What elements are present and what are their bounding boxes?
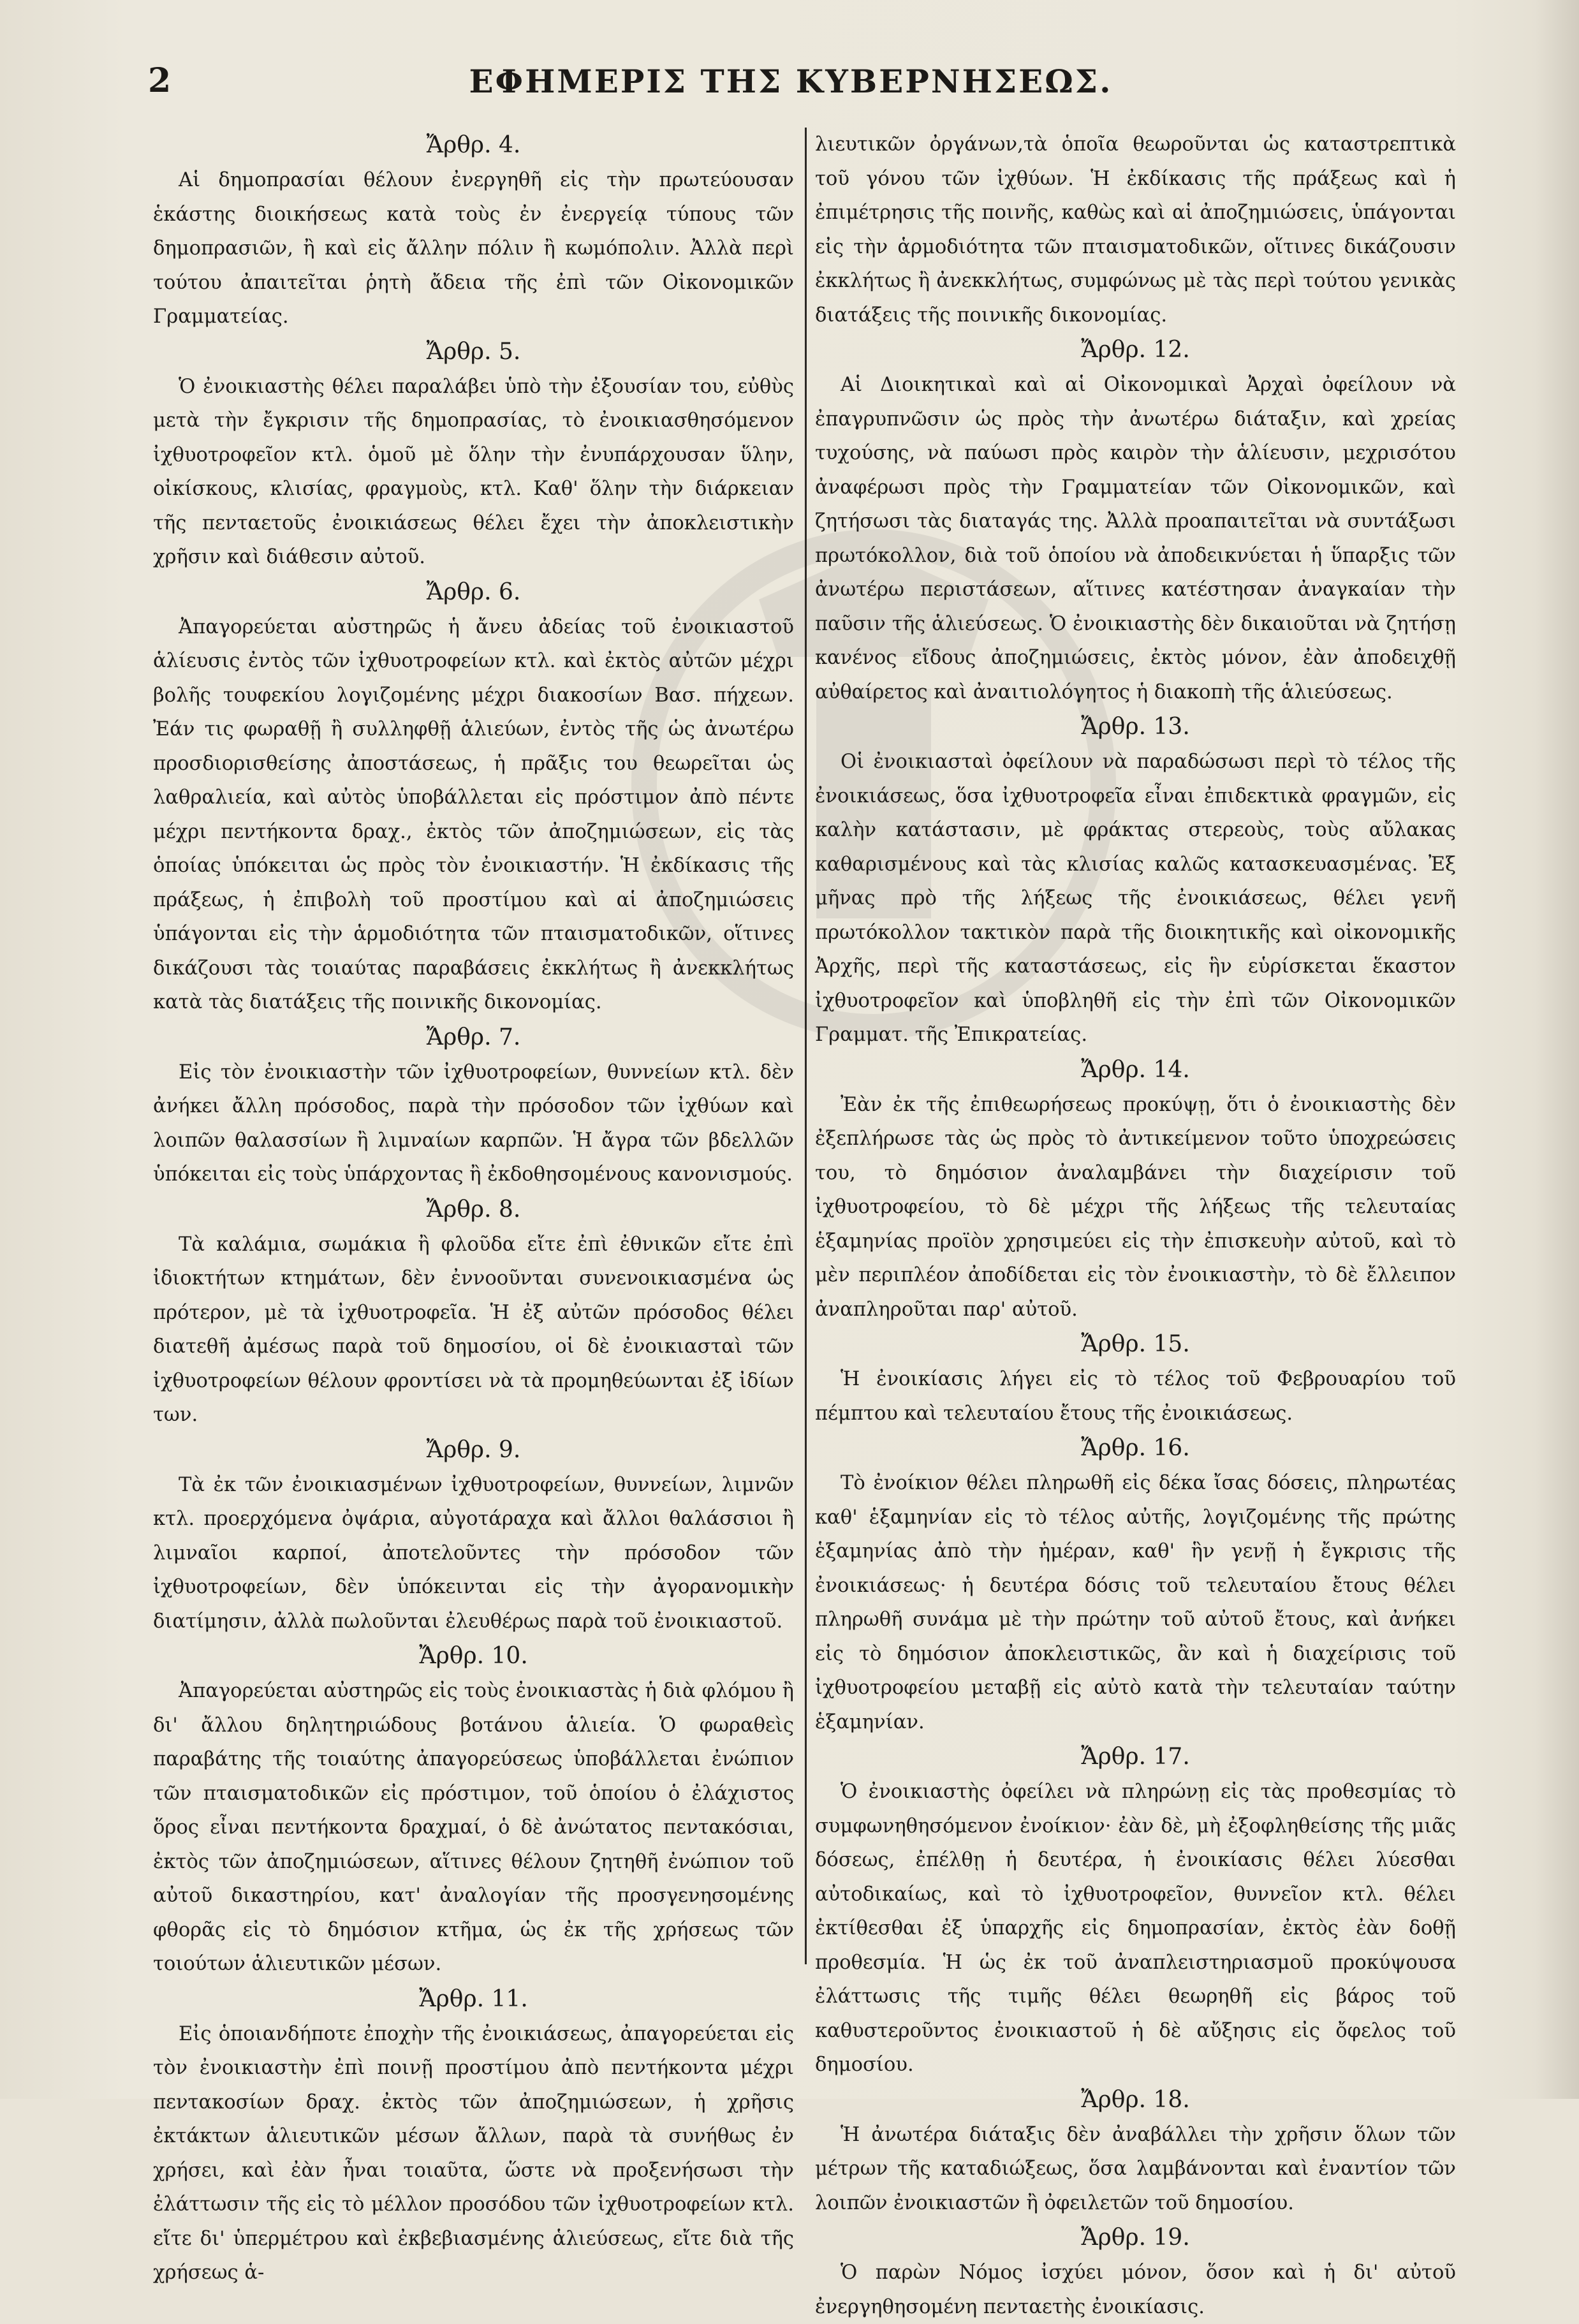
article-heading: Ἄρθρ. 18. — [1081, 2086, 1190, 2113]
article-text: Εἰς τὸν ἐνοικιαστὴν τῶν ἰχθυοτροφείων, θυννείων κτλ. δὲν ἀνήκει ἄλλη πρόσοδος, παρὰ τὴν πρόσοδον τῶν ἰχθύων καὶ λοιπῶν θαλασσίων ἢ λιμναίων καρπῶν. Ἡ ἄγρα τῶν βδελλῶν ὑπόκειται εἰς τοὺς ὑπάρχοντας ἢ ἐκδοθησομένους κανονισμούς. — [153, 1061, 794, 1186]
article-heading: Ἄρθρ. 13. — [1081, 714, 1190, 740]
article-heading: Ἄρθρ. 11. — [419, 1985, 528, 2012]
article-heading: Ἄρθρ. 7. — [426, 1024, 521, 1050]
article-7 — [153, 1020, 794, 1192]
left-column — [153, 128, 794, 2284]
page-header — [140, 56, 1441, 107]
article-17 — [815, 1739, 1456, 2082]
article-19 — [815, 2220, 1456, 2324]
column-divider — [805, 128, 807, 1964]
journal-title: ΕΦΗΜΕΡΙΣ ΤΗΣ ΚΥΒΕΡΝΗΣΕΩΣ. — [469, 63, 1113, 100]
article-heading: Ἄρθρ. 4. — [426, 132, 521, 158]
article-heading: Ἄρθρ. 17. — [1081, 1744, 1190, 1770]
page-number: 2 — [148, 61, 172, 100]
article-text: Αἱ δημοπρασίαι θέλουν ἐνεργηθῆ εἰς τὴν πρωτεύουσαν ἑκάστης διοικήσεως κατὰ τοὺς ἐν ἐνεργείᾳ τύπους τῶν δημοπρασιῶν, ἢ καὶ εἰς ἄλλην πόλιν ἢ κωμόπολιν. Ἀλλὰ περὶ τούτου ἀπαιτεῖται ῥητὴ ἄδεια τῆς ἐπὶ τῶν Οἰκονομικῶν Γραμματείας. — [153, 169, 794, 328]
article-13 — [815, 709, 1456, 1052]
article-18 — [815, 2082, 1456, 2221]
article-10 — [153, 1638, 794, 1982]
article-text: Ὁ ἐνοικιαστὴς ὀφείλει νὰ πληρώνῃ εἰς τὰς προθεσμίας τὸ συμφωνηθησόμενον ἐνοίκιον· ἐὰν δὲ, μὴ ἐξοφληθείσης τῆς μιᾶς δόσεως, ἐπέλθῃ ἡ δευτέρα, ἡ ἐνοικίασις θέλει λύεσθαι αὐτοδικαίως, καὶ τὸ ἰχθυοτροφεῖον, θυννεῖον κτλ. θέλει ἐκτίθεσθαι ἐξ ὑπαρχῆς εἰς δημοπρασίαν, ἐκτὸς ἐὰν δοθῇ προθεσμία. Ἡ ὡς ἐκ τοῦ ἀναπλειστηριασμοῦ προκύψουσα ἐλάττωσις τῆς τιμῆς θέλει θεωρηθῆ εἰς βάρος τοῦ καθυστεροῦντος ἐνοικιαστοῦ ἡ δὲ αὔξησις εἰς ὄφελος τοῦ δημοσίου. — [815, 1781, 1456, 2076]
article-heading: Ἄρθρ. 15. — [1081, 1331, 1190, 1357]
article-5 — [153, 334, 794, 575]
article-text: Ἡ ἀνωτέρα διάταξις δὲν ἀναβάλλει τὴν χρῆσιν ὅλων τῶν μέτρων τῆς καταδιώξεως, ὅσα λαμβάνονται καὶ ἐναντίον τῶν λοιπῶν ἐνοικιαστῶν ἢ ὀφειλετῶν τοῦ δημοσίου. — [815, 2123, 1456, 2214]
article-heading: Ἄρθρ. 10. — [419, 1643, 528, 1669]
article-text: Ἀπαγορεύεται αὐστηρῶς ἡ ἄνευ ἀδείας τοῦ ἐνοικιαστοῦ ἁλίευσις ἐντὸς τῶν ἰχθυοτροφείων κτλ. καὶ ἐκτὸς αὐτῶν μέχρι βολῆς τουφεκίου λογιζομένης μέχρι διακοσίων Βασ. πήχεων. Ἐάν τις φωραθῇ ἢ συλληφθῇ ἁλιεύων, ἐντὸς τῆς ὡς ἀνωτέρω προσδιορισθείσης ἀποστάσεως, ἡ πρᾶξις του θεωρεῖται ὡς λαθραλιεία, καὶ αὐτὸς ὑποβάλλεται εἰς πρόστιμον ἀπὸ πέντε μέχρι πεντήκοντα δραχ., ἐκτὸς τῶν ἀποζημιώσεων, εἰς τὰς ὁποίας ὑπόκειται ὡς πρὸς τὸν ἐνοικιαστήν. Ἡ ἐκδίκασις τῆς πράξεως, ἡ ἐπιβολὴ τοῦ προστίμου καὶ αἱ ἀποζημιώσεις ὑπάγονται εἰς τὴν ἁρμοδιότητα τῶν πταισματοδικῶν, οἵτινες δικάζουσι τὰς τοιαύτας παραβάσεις ἐκκλήτως ἢ ἀνεκκλήτως κατὰ τὰς διατάξεις τῆς ποινικῆς δικονομίας. — [153, 615, 794, 1013]
article-text: Ἐὰν ἐκ τῆς ἐπιθεωρήσεως προκύψῃ, ὅτι ὁ ἐνοικιαστὴς δὲν ἐξεπλήρωσε τὰς ὡς πρὸς τὸ ἀντικείμενον τοῦτο ὑποχρεώσεις του, τὸ δημόσιον ἀναλαμβάνει τὴν διαχείρισιν τοῦ ἰχθυοτροφείου, τὸ δὲ μέχρι τῆς λήξεως τῆς τελευταίας ἑξαμηνίας προϊὸν χρησιμεύει εἰς τὴν ἐπισκευὴν αὐτοῦ, καὶ τὸ μὲν περιπλέον ἀποδίδεται εἰς τὸν ἐνοικιαστὴν, τὸ δὲ ἔλλειπον ἀναπληροῦται παρ' αὐτοῦ. — [815, 1093, 1456, 1321]
article-heading: Ἄρθρ. 9. — [426, 1436, 521, 1463]
article-heading: Ἄρθρ. 19. — [1081, 2225, 1190, 2251]
article-text: Τὰ καλάμια, σωμάκια ἢ φλοῦδα εἴτε ἐπὶ ἐθνικῶν εἴτε ἐπὶ ἰδιοκτήτων κτημάτων, δὲν ἐννοοῦνται συνενοικιασμένα ὡς πρότερον, μὲ τὰ ἰχθυοτροφεῖα. Ἡ ἐξ αὐτῶν πρόσοδος θέλει διατεθῆ ἀμέσως παρὰ τοῦ δημοσίου, οἱ δὲ ἐνοικιασταὶ τῶν ἰχθυοτροφείων θέλουν φροντίσει νὰ τὰ προμηθεύωνται ἐξ ἰδίων των. — [153, 1233, 794, 1426]
article-heading: Ἄρθρ. 14. — [1081, 1056, 1190, 1083]
right-column — [815, 128, 1456, 2318]
article-text: Ὁ ἐνοικιαστὴς θέλει παραλάβει ὑπὸ τὴν ἐξουσίαν του, εὐθὺς μετὰ τὴν ἔγκρισιν τῆς δημοπρασίας, τὸ ἐνοικιασθησόμενον ἰχθυοτροφεῖον κτλ. ὁμοῦ μὲ ὅλην τὴν ἐνυπάρχουσαν ὕλην, οἰκίσκους, κλισίας, φραγμοὺς, κτλ. Καθ' ὅλην τὴν διάρκειαν τῆς πενταετοῦς ἐνοικιάσεως θέλει ἔχει τὴν ἀποκλειστικὴν χρῆσιν καὶ διάθεσιν αὐτοῦ. — [153, 375, 794, 568]
article-heading: Ἄρθρ. 16. — [1081, 1435, 1190, 1461]
article-text: Ἀπαγορεύεται αὐστηρῶς εἰς τοὺς ἐνοικιαστὰς ἡ διὰ φλόμου ἢ δι' ἄλλου δηλητηριώδους βοτάνου ἁλιεία. Ὁ φωραθεὶς παραβάτης τῆς τοιαύτης ἀπαγορεύσεως ὑποβάλλεται ἐνώπιον τῶν πταισματοδικῶν εἰς πρόστιμον, τοῦ ὁποίου ὁ ἐλάχιστος ὅρος εἶναι πεντήκοντα δραχμαί, ὁ δὲ ἀνώτατος πεντακόσιαι, ἐκτὸς τῶν ἀποζημιώσεων, αἵτινες θέλουν ζητηθῆ ἐνώπιον τοῦ αὐτοῦ δικαστηρίου, κατ' ἀναλογίαν τῆς προσγενησομένης φθορᾶς εἰς τὸ δημόσιον κτῆμα, ὡς ἐκ τῆς χρήσεως τῶν τοιούτων ἁλιευτικῶν μέσων. — [153, 1680, 794, 1975]
article-text: Εἰς ὁποιανδήποτε ἐποχὴν τῆς ἐνοικιάσεως, ἀπαγορεύεται εἰς τὸν ἐνοικιαστὴν ἐπὶ ποινῇ προστίμου ἀπὸ πεντήκοντα μέχρι πεντακοσίων δραχ. ἐκτὸς τῶν ἀποζημιώσεων, ἡ χρῆσις ἐκτάκτων ἁλιευτικῶν μέσων ἄλλων, παρὰ τὰ συνήθως ἐν χρήσει, καὶ ἐὰν ἦναι τοιαῦτα, ὥστε νὰ προξενήσωσι τὴν ἐλάττωσιν τῆς εἰς τὸ μέλλον προσόδου τῶν ἰχθυοτροφείων κτλ. εἴτε δι' ὑπερμέτρου καὶ ἐκβεβιασμένης ἁλιεύσεως, εἴτε διὰ τῆς χρήσεως ἁ- — [153, 2022, 794, 2284]
article-text: Τὰ ἐκ τῶν ἐνοικιασμένων ἰχθυοτροφείων, θυννείων, λιμνῶν κτλ. προερχόμενα ὀψάρια, αὐγοτάραχα καὶ ἄλλοι θαλάσσιοι ἢ λιμναῖοι καρποί, ἀποτελοῦντες τὴν πρόσοδον τῶν ἰχθυοτροφείων, δὲν ὑπόκεινται εἰς τὴν ἀγορανομικὴν διατίμησιν, ἀλλὰ πωλοῦνται ἐλευθέρως παρὰ τοῦ ἐνοικιαστοῦ. — [153, 1473, 794, 1633]
article-11-continued — [815, 128, 1456, 332]
article-15 — [815, 1327, 1456, 1430]
article-4 — [153, 128, 794, 334]
article-6 — [153, 575, 794, 1020]
article-8 — [153, 1192, 794, 1432]
article-9 — [153, 1432, 794, 1639]
article-heading: Ἄρθρ. 12. — [1081, 337, 1190, 363]
article-heading: Ἄρθρ. 6. — [426, 578, 521, 605]
article-text: Οἱ ἐνοικιασταὶ ὀφείλουν νὰ παραδώσωσι περὶ τὸ τέλος τῆς ἐνοικιάσεως, ὅσα ἰχθυοτροφεῖα εἶναι ἐπιδεκτικὰ φραγμῶν, εἰς καλὴν κατάστασιν, μὲ φράκτας στερεοὺς, τοὺς αὔλακας καθαρισμένους καὶ τὰς κλισίας καλῶς κατασκευασμένας. Ἐξ μῆνας πρὸ τῆς λήξεως τῆς ἐνοικιάσεως, θέλει γενῆ πρωτόκολλον τακτικὸν παρὰ τῆς διοικητικῆς καὶ οἰκονομικῆς Ἀρχῆς, περὶ τῆς καταστάσεως, εἰς ἣν εὑρίσκεται ἕκαστον ἰχθυοτροφεῖον καὶ ὑποβληθῆ εἰς τὴν ἐπὶ τῶν Οἰκονομικῶν Γραμματ. τῆς Ἐπικρατείας. — [815, 751, 1456, 1046]
article-16 — [815, 1430, 1456, 1739]
article-text: λιευτικῶν ὀργάνων,τὰ ὁποῖα θεωροῦνται ὡς καταστρεπτικὰ τοῦ γόνου τῶν ἰχθύων. Ἡ ἐκδίκασις τῆς πράξεως καὶ ἡ ἐπιμέτρησις τῆς ποινῆς, καθὼς καὶ αἱ ἀποζημιώσεις, ὑπάγονται εἰς τὴν ἁρμοδιότητα τῶν πταισματοδικῶν, οἵτινες δικάζουσιν ἐκκλήτως ἢ ἀνεκκλήτως, συμφώνως μὲ τὰς περὶ τούτου γενικὰς διατάξεις τῆς ποινικῆς δικονομίας. — [815, 133, 1456, 327]
article-heading: Ἄρθρ. 5. — [426, 338, 521, 365]
article-text: Ἡ ἐνοικίασις λήγει εἰς τὸ τέλος τοῦ Φεβρουαρίου τοῦ πέμπτου καὶ τελευταίου ἔτους τῆς ἐνοικιάσεως. — [815, 1368, 1456, 1425]
article-14 — [815, 1052, 1456, 1327]
article-heading: Ἄρθρ. 8. — [426, 1196, 521, 1223]
article-12 — [815, 332, 1456, 709]
article-text: Αἱ Διοικητικαὶ καὶ αἱ Οἰκονομικαὶ Ἀρχαὶ ὀφείλουν νὰ ἐπαγρυπνῶσιν ὡς πρὸς τὴν ἀνωτέρω διάταξιν, καὶ χρείας τυχούσης, νὰ παύωσι πρὸς καιρὸν τὴν ἁλίευσιν, μεχρισότου ἀναφέρωσι πρὸς τὴν Γραμματείαν τῶν Οἰκονομικῶν, καὶ ζητήσωσι τὰς διαταγάς της. Ἀλλὰ προαπαιτεῖται νὰ συντάξωσι πρωτόκολλον, διὰ τοῦ ὁποίου νὰ ἀποδεικνύεται ἡ ὕπαρξις τῶν ἀνωτέρω περιστάσεων, αἵτινες κατέστησαν ἀναγκαίαν τὴν παῦσιν τῆς ἁλιεύσεως. Ὁ ἐνοικιαστὴς δὲν δικαιοῦται νὰ ζητήσῃ κανένος εἴδους ἀποζημιώσεις, ἐκτὸς μόνον, ἐὰν ἀποδειχθῇ αὐθαίρετος καὶ ἀναιτιολόγητος ἡ διακοπὴ τῆς ἁλιεύσεως. — [815, 374, 1456, 703]
article-text: Τὸ ἐνοίκιον θέλει πληρωθῆ εἰς δέκα ἴσας δόσεις, πληρωτέας καθ' ἑξαμηνίαν εἰς τὸ τέλος αὐτῆς, λογιζομένης τῆς πρώτης ἑξαμηνίας ἀπὸ τὴν ἡμέραν, καθ' ἣν γενῇ ἡ ἔγκρισις τῆς ἐνοικιάσεως· ἡ δευτέρα δόσις τοῦ τελευταίου ἔτους θέλει πληρωθῆ συνάμα μὲ τὴν πρώτην τοῦ αὐτοῦ ἔτους, καὶ ἀνήκει εἰς τὸ δημόσιον ἀποκλειστικῶς, ἂν καὶ ἡ διαχείρισις τοῦ ἰχθυοτροφείου μεταβῇ εἰς αὐτὸ κατὰ τὴν τελευταίαν ταύτην ἑξαμηνίαν. — [815, 1472, 1456, 1733]
article-11 — [153, 1982, 794, 2290]
article-text: Ὁ παρὼν Νόμος ἰσχύει μόνον, ὅσον καὶ ἡ δι' αὐτοῦ ἐνεργηθησομένη πενταετὴς ἐνοικίασις. — [815, 2261, 1456, 2318]
binding-shadow — [1534, 0, 1579, 2099]
